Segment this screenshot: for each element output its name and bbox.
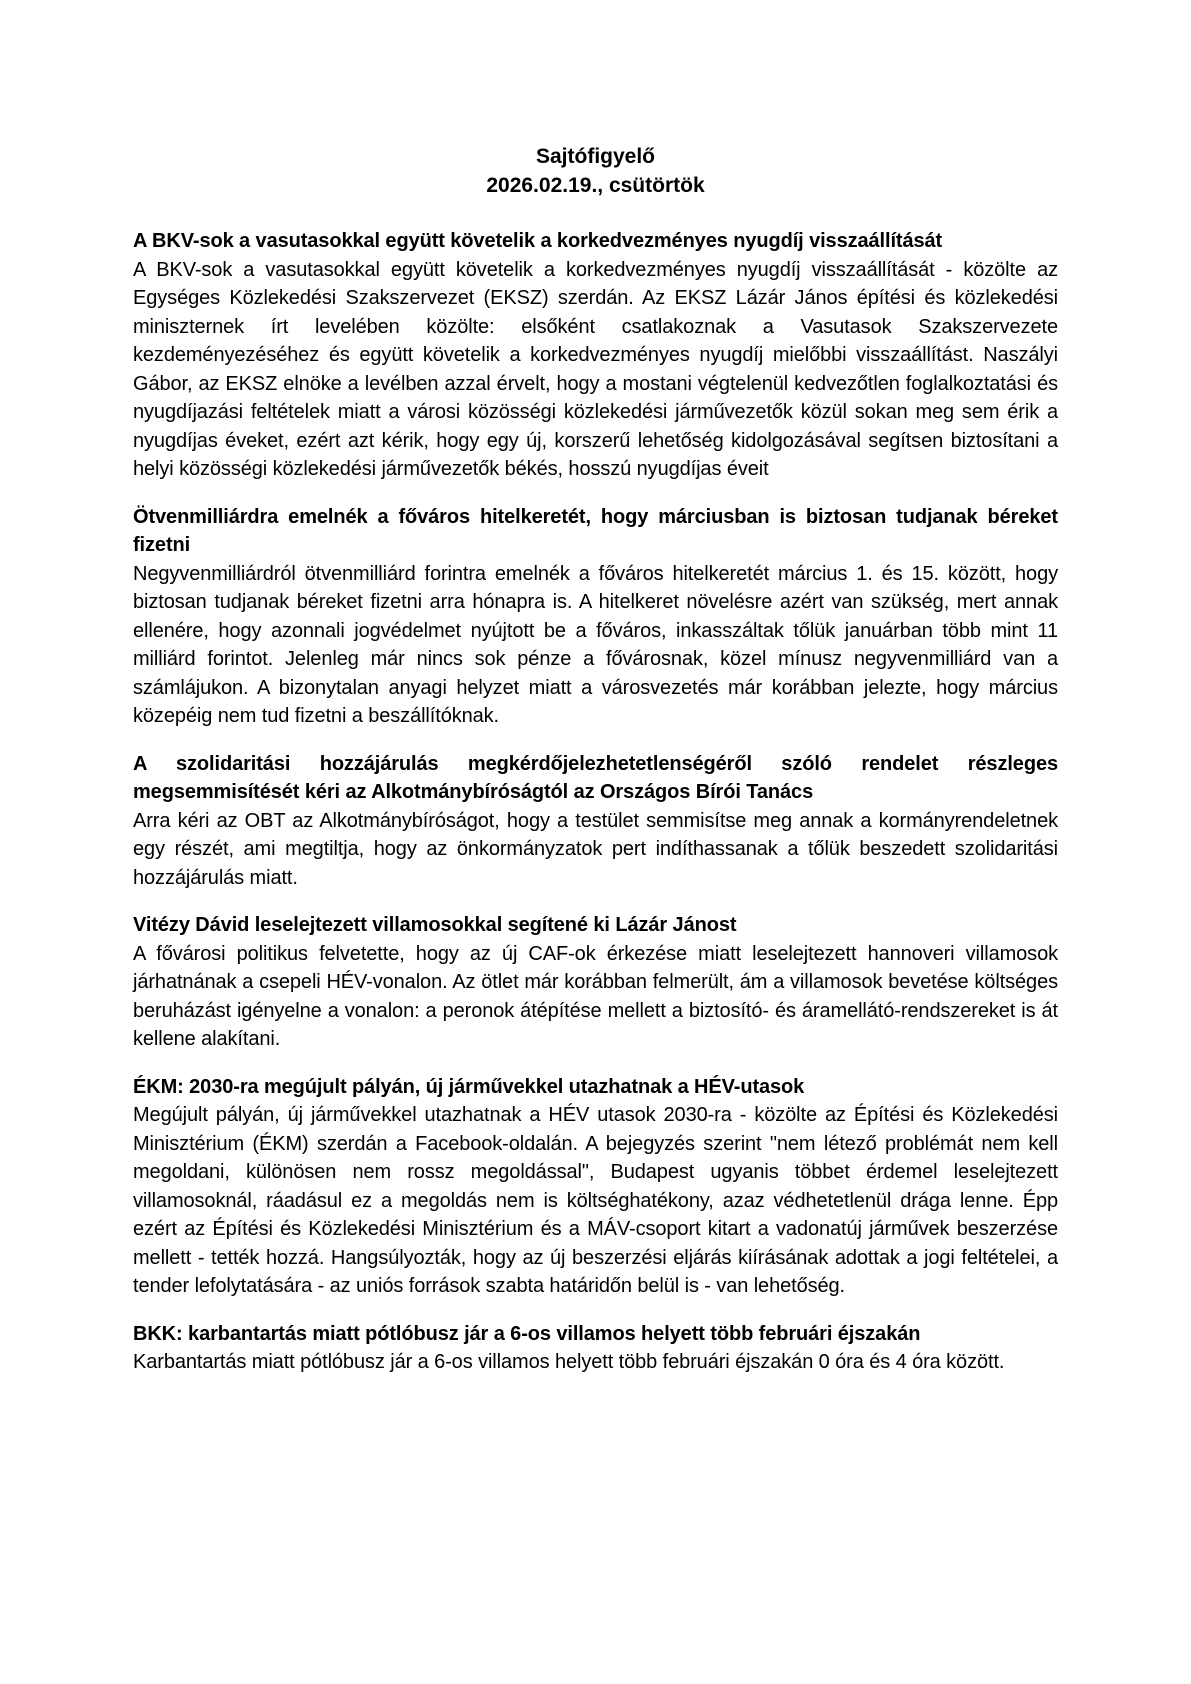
news-section-bkv-nyugdij bbox=[133, 227, 1058, 484]
document-title: Sajtófigyelő bbox=[535, 145, 656, 168]
section-body: A fővárosi politikus felvetette, hogy az új CAF-ok érkezése miatt leselejtezett hannoveri villamosok járhatnának a csepeli HÉV-vonalon. Az ötlet már korábban felmerült, ám a villamosok bevetése költséges beruházást igényelne a vonalon: a peronok átépítése mellett a biztosító- és áramellátó-rendszereket is át kellene alakítani. bbox=[133, 942, 1058, 1050]
section-headline: BKK: karbantartás miatt pótlóbusz jár a 6-os villamos helyett több februári éjszakán bbox=[133, 1322, 921, 1345]
document-header bbox=[133, 142, 1058, 200]
news-section-bkk-potlobusz bbox=[133, 1320, 1058, 1377]
section-headline: Vitézy Dávid leselejtezett villamosokkal segítené ki Lázár Jánost bbox=[133, 914, 737, 936]
document-date: 2026.02.19., csütörtök bbox=[486, 174, 705, 197]
section-headline: A BKV-sok a vasutasokkal együtt követelik a korkedvezményes nyugdíj visszaállítását bbox=[133, 230, 943, 252]
section-body: Arra kéri az OBT az Alkotmánybíróságot, hogy a testület semmisítse meg annak a kormányrendeletnek egy részét, ami megtiltja, hogy az önkormányzatok pert indíthassanak a tőlük beszedett szolidaritási hozzájárulás miatt. bbox=[133, 809, 1058, 889]
section-body: A BKV-sok a vasutasokkal együtt követelik a korkedvezményes nyugdíj visszaállítását - közölte az Egységes Közlekedési Szakszervezet (EKSZ) szerdán. Az EKSZ Lázár János építési és közlekedési miniszternek írt levelében közölte: elsőként csatlakoznak a Vasutasok Szakszervezete kezdeményezéséhez és együtt követelik a korkedvezményes nyugdíj mielőbbi visszaállítást. Naszályi Gábor, az EKSZ elnöke a levélben azzal érvelt, hogy a mostani végtelenül kedvezőtlen foglalkoztatási és nyugdíjazási feltételek miatt a városi közösségi közlekedési járművezetők közül sokan meg sem érik a nyugdíjas éveket, ezért azt kérik, hogy egy új, korszerű lehetőség kidolgozásával segítsen biztosítani a helyi közösségi közlekedési járművezetők békés, hosszú nyugdíjas éveit bbox=[133, 258, 1058, 480]
section-headline: Ötvenmilliárdra emelnék a főváros hitelkeretét, hogy márciusban is biztosan tudjanak béreket fizetni bbox=[133, 505, 1058, 556]
news-section-ekm-hev bbox=[133, 1073, 1058, 1301]
section-headline: ÉKM: 2030-ra megújult pályán, új járművekkel utazhatnak a HÉV-utasok bbox=[133, 1075, 805, 1098]
section-body: Negyvenmilliárdról ötvenmilliárd forintra emelnék a főváros hitelkeretét március 1. és 15. között, hogy biztosan tudjanak béreket fizetni arra hónapra is. A hitelkeret növelésre azért van szükség, mert annak ellenére, hogy azonnali jogvédelmet nyújtott be a főváros, inkasszáltak tőlük januárban több mint 11 milliárd forintot. Jelenleg már nincs sok pénze a fővárosnak, közel mínusz negyvenmilliárd van a számlájukon. A bizonytalan anyagi helyzet miatt a városvezetés már korábban jelezte, hogy március közepéig nem tud fizetni a beszállítóknak. bbox=[133, 562, 1058, 727]
news-section-hitelkeret bbox=[133, 503, 1058, 731]
section-body: Megújult pályán, új járművekkel utazhatnak a HÉV utasok 2030-ra - közölte az Építési és Közlekedési Minisztérium (ÉKM) szerdán a Facebook-oldalán. A bejegyzés szerint "nem létező problémát nem kell megoldani, különösen nem rossz megoldással", Budapest ugyanis többet érdemel leselejtezett villamosoknál, ráadásul ez a megoldás nem is költséghatékony, azaz védhetetlenül drága lenne. Épp ezért az Építési és Közlekedési Minisztérium és a MÁV-csoport kitart a vadonatúj járművek beszerzése mellett - tették hozzá. Hangsúlyozták, hogy az új beszerzési eljárás kiírásának adottak a jogi feltételei, a tender lefolytatására - az uniós források szabta határidőn belül is - van lehetőség. bbox=[133, 1104, 1058, 1297]
news-sections bbox=[133, 227, 1058, 1377]
news-section-vitezy-villamosok bbox=[133, 911, 1058, 1054]
news-section-szolidaritasi-hozzajarulas bbox=[133, 750, 1058, 893]
section-body: Karbantartás miatt pótlóbusz jár a 6-os villamos helyett több februári éjszakán 0 óra és 4 óra között. bbox=[133, 1351, 1005, 1373]
section-headline: A szolidaritási hozzájárulás megkérdőjelezhetetlenségéről szóló rendelet részleges megsemmisítését kéri az Alkotmánybíróságtól az Országos Bírói Tanács bbox=[133, 752, 1058, 803]
